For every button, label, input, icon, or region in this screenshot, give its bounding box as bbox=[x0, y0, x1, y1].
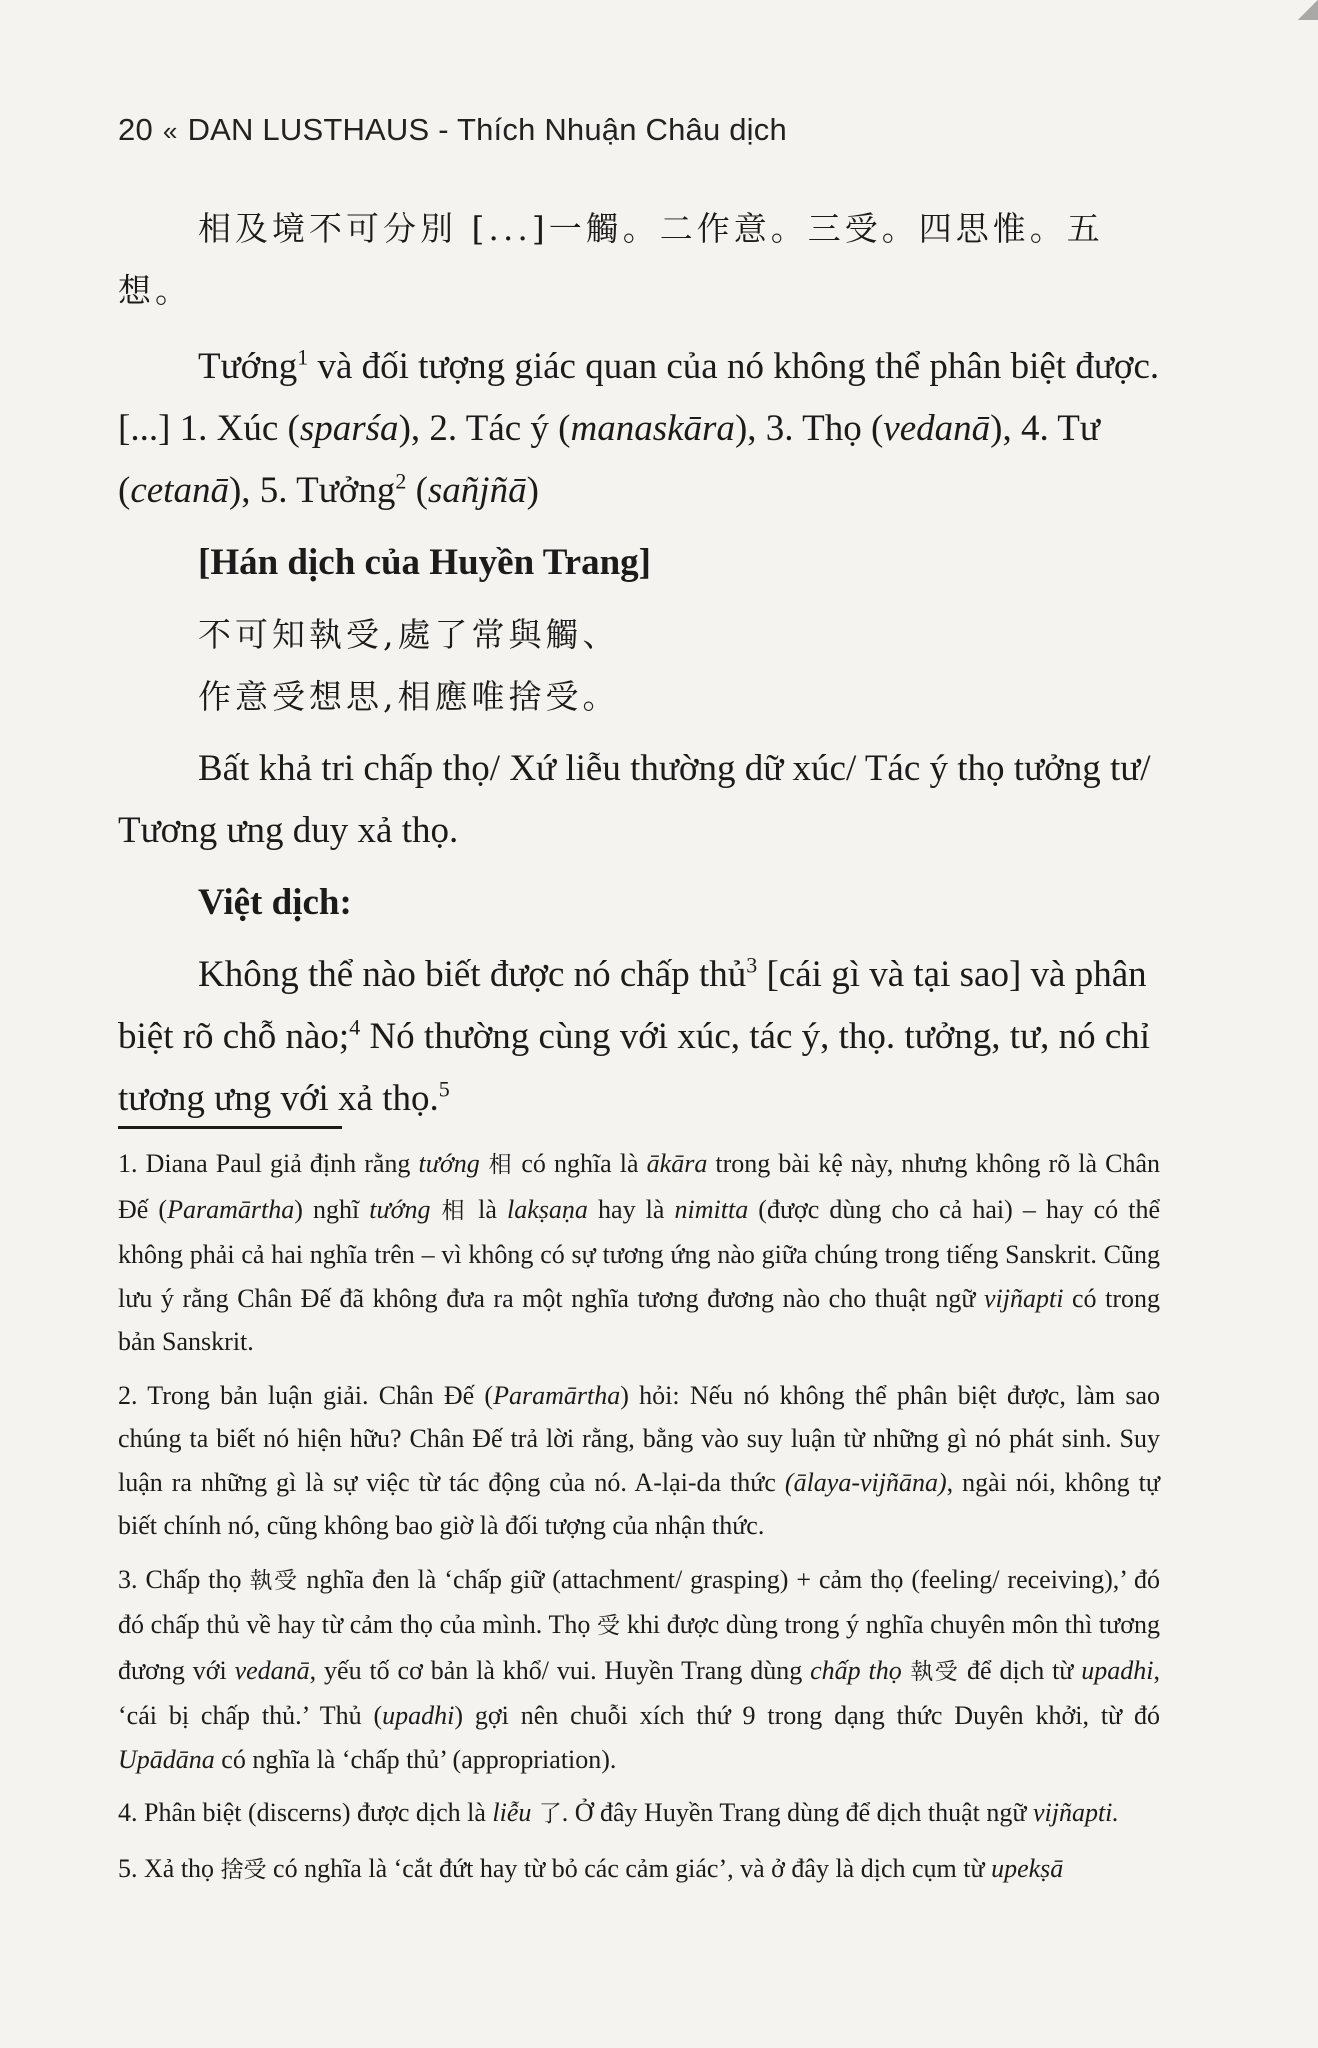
footnote-ref-5: 5 bbox=[438, 1076, 450, 1102]
header-separator: « bbox=[162, 116, 178, 146]
heading-vietnamese-translation: Việt dịch: bbox=[198, 882, 352, 923]
scan-corner-artifact bbox=[1298, 0, 1318, 20]
footnote-5: 5. Xả thọ 捨受 có nghĩa là ‘cắt đứt hay từ bỏ các cảm giác’, và ở đây là dịch cụm từ upekṣā bbox=[118, 1853, 1064, 1883]
verse-translation-paragraph: Tướng$^1$ và đối tượng giác quan của nó không thể phân biệt được.[...] 1. Xúc (sparśa), 2. Tác ý (manaskāra), 3. Thọ (vedanā), 4. Tư (cetanā), 5. Tưởng$^2$ (sañjñā) bbox=[118, 344, 1160, 511]
page-number: 20 bbox=[118, 112, 153, 147]
footnote-ref-3: 3 bbox=[746, 952, 758, 978]
footnote-2: 2. Trong bản luận giải. Chân Đế (Paramārtha) hỏi: Nếu nó không thể phân biệt được, làm sao chúng ta biết nó hiện hữu? Chân Đế trả lời rằng, bằng vào suy luận từ những gì nó phát sinh. Suy luận ra những gì là sự việc từ tác động của nó. A-lại-da thức (ālaya-vijñāna), ngài nói, không tự biết chính nó, cũng không bao giờ là đối tượng của nhận thức. bbox=[118, 1380, 1160, 1540]
sino-vietnamese-transliteration: Bất khả tri chấp thọ/ Xứ liễu thường dữ xúc/ Tác ý thọ tưởng tư/ Tương ưng duy xả thọ. bbox=[118, 748, 1151, 851]
author-translator: DAN LUSTHAUS - Thích Nhuận Châu dịch bbox=[187, 112, 787, 147]
footnote-3: 3. Chấp thọ 執受 nghĩa đen là ‘chấp giữ (attachment/ grasping) + cảm thọ (feeling/ receiving),’ đó đó chấp thủ về hay từ cảm thọ của mình. Thọ 受 khi được dùng trong ý nghĩa chuyên môn thì tương đương với vedanā, yếu tố cơ bản là khổ/ vui. Huyền Trang dùng chấp thọ 執受 để dịch từ upadhi, ‘cái bị chấp thủ.’ Thủ (upadhi) gợi nên chuỗi xích thứ 9 trong dạng thức Duyên khởi, từ đó Upādāna có nghĩa là ‘chấp thủ’ (appropriation). bbox=[118, 1564, 1160, 1774]
book-page bbox=[118, 0, 1160, 2048]
chinese-verse-line-1: 不可知執受,處了常與觸、 bbox=[198, 615, 620, 654]
running-header bbox=[118, 112, 787, 148]
heading-xuanzang-translation: [Hán dịch của Huyền Trang] bbox=[198, 542, 651, 583]
vietnamese-translation-paragraph: Không thể nào biết được nó chấp thủ$^3$ [cái gì và tại sao] và phân biệt rõ chỗ nào;$^4$ Nó thường cùng với xúc, tác ý, thọ. tưởng, tư, nó chỉ tương ưng với xả thọ.$^5$ bbox=[118, 952, 1151, 1119]
footnote-ref-4: 4 bbox=[349, 1014, 361, 1040]
chinese-verse-line-2: 作意受想思,相應唯捨受。 bbox=[198, 677, 620, 716]
chinese-verse-paramartha: 相及境不可分別 [...]一觸。二作意。三受。四思惟。五想。 bbox=[118, 209, 1104, 310]
footnote-4: 4. Phân biệt (discerns) được dịch là liễu 了. Ở đây Huyền Trang dùng để dịch thuật ngữ vijñapti. bbox=[118, 1798, 1119, 1827]
footnotes bbox=[118, 1142, 1160, 1902]
footnote-ref-2: 2 bbox=[395, 468, 407, 494]
main-text bbox=[118, 198, 1160, 1130]
footnote-ref-1: 1 bbox=[297, 344, 309, 370]
footnote-divider bbox=[118, 1126, 342, 1129]
footnote-1: 1. Diana Paul giả định rằng tướng 相 có nghĩa là ākāra trong bài kệ này, nhưng không rõ là Chân Đế (Paramārtha) nghĩ tướng 相 là lakṣaṇa hay là nimitta (được dùng cho cả hai) – hay có thể không phải cả hai nghĩa trên – vì không có sự tương ứng nào giữa chúng trong tiếng Sanskrit. Cũng lưu ý rằng Chân Đế đã không đưa ra một nghĩa tương đương nào cho thuật ngữ vijñapti có trong bản Sanskrit. bbox=[118, 1149, 1161, 1356]
